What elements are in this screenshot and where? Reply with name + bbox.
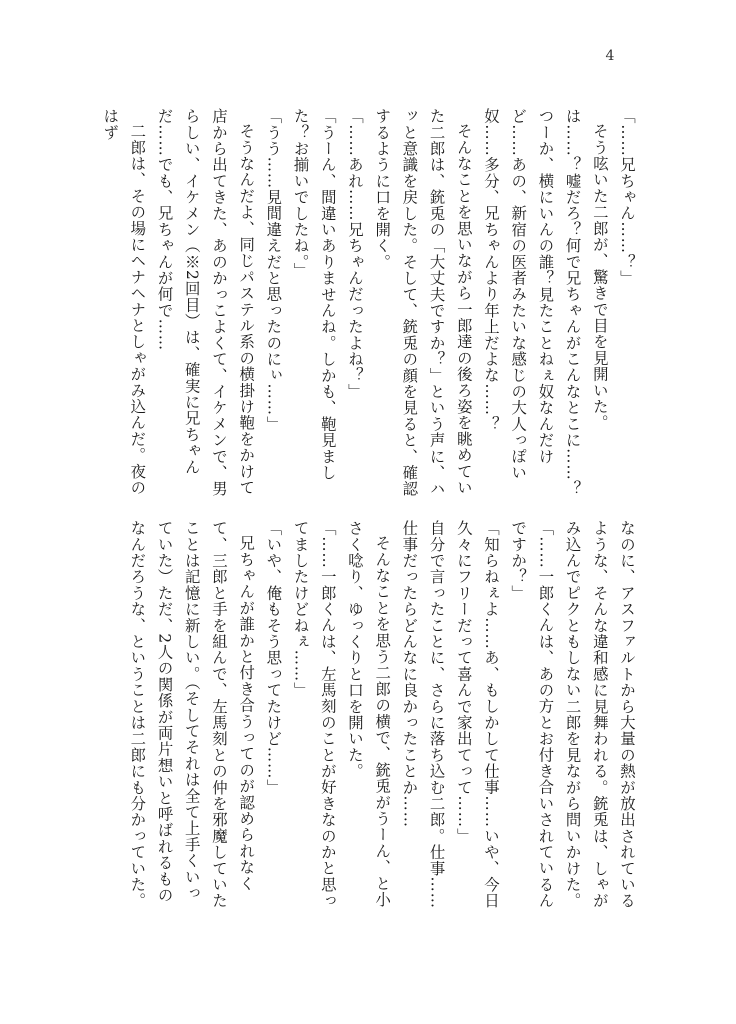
paragraph: 自分で言ったことに、さらに落ち込む二郎。仕事……仕事だったらどんなに良かったことか…… — [400, 520, 446, 909]
paragraph: 「……あれ……兄ちゃんだったよね？」 — [345, 108, 364, 400]
paragraph: 「……一郎くんは、あの方とお付き合いされているんですか？」 — [509, 520, 555, 909]
paragraph: 「うう……見間違えだと思ったのにぃ……」 — [264, 108, 283, 432]
paragraph: 「……兄ちゃん……？」 — [618, 108, 636, 287]
paragraph: 「いや、俺もそう思ってたけど……」 — [264, 520, 283, 796]
text-column-upper — [101, 108, 640, 503]
paragraph: 兄ちゃんが誰かと付き合うってのが認められなくて、三郎と手を組んで、左馬刻との仲を邪魔していたことは記憶に新しい。（そしてそれは全て上手くいっていた）ただ、2人の関係が両片想いと呼ばれるものなんだろうな、ということは二郎にも分かっていた。 — [128, 520, 256, 909]
text-column-lower — [120, 520, 640, 915]
paragraph: 「うーん、間違いありませんね。しかも、鞄見ました？お揃いでしたね。」 — [291, 108, 337, 481]
paragraph: は……？嘘だろ？何で兄ちゃんがこんなとこに……？つーか、横にいんの誰？見たことねぇ奴なんだけど……あの、新宿の医者みたいな感じの大人っぽい奴……多分、兄ちゃんより年上だよな……？ — [481, 108, 582, 497]
paragraph: なのに、アスファルトから大量の熱が放出されているような、そんな違和感に見舞われる。銃兎は、しゃがみ込んでピクともしない二郎を見ながら問いかけた。 — [563, 520, 636, 909]
paragraph: 二郎は、その場にヘナヘナとしゃがみ込んだ。夜のはず — [101, 108, 147, 496]
paragraph: そんなことを思う二郎の横で、銃兎がうーん、と小さく唸り、ゆっくりと口を開いた。 — [345, 520, 392, 908]
paragraph: そうなんだよ、同じパステル系の横掛け鞄をかけて店から出てきた、あのかっこよくて、イケメンで、男らしい、イケメン（※2回目）は、確実に兄ちゃんだ……でも、兄ちゃんが何で…… — [155, 108, 256, 497]
page-number: 4 — [605, 48, 615, 64]
paragraph: そんなことを思いながら一郎達の後ろ姿を眺めていた二郎は、銃兎の「大丈夫ですか？」という声に、ハッと意識を戻した。そして、銃兎の顔を見ると、確認するように口を開く。 — [373, 108, 473, 497]
paragraph: そう呟いた二郎が、驚きで目を見開いた。 — [590, 123, 609, 432]
paragraph: 「知らねぇよ……あ、もしかして仕事……いや、今日久々にフリーだって喜んで家出てって……」 — [454, 520, 500, 909]
paragraph: 「……一郎くんは、左馬刻のことが好きなのかと思ってましたけどねぇ……」 — [291, 520, 337, 909]
